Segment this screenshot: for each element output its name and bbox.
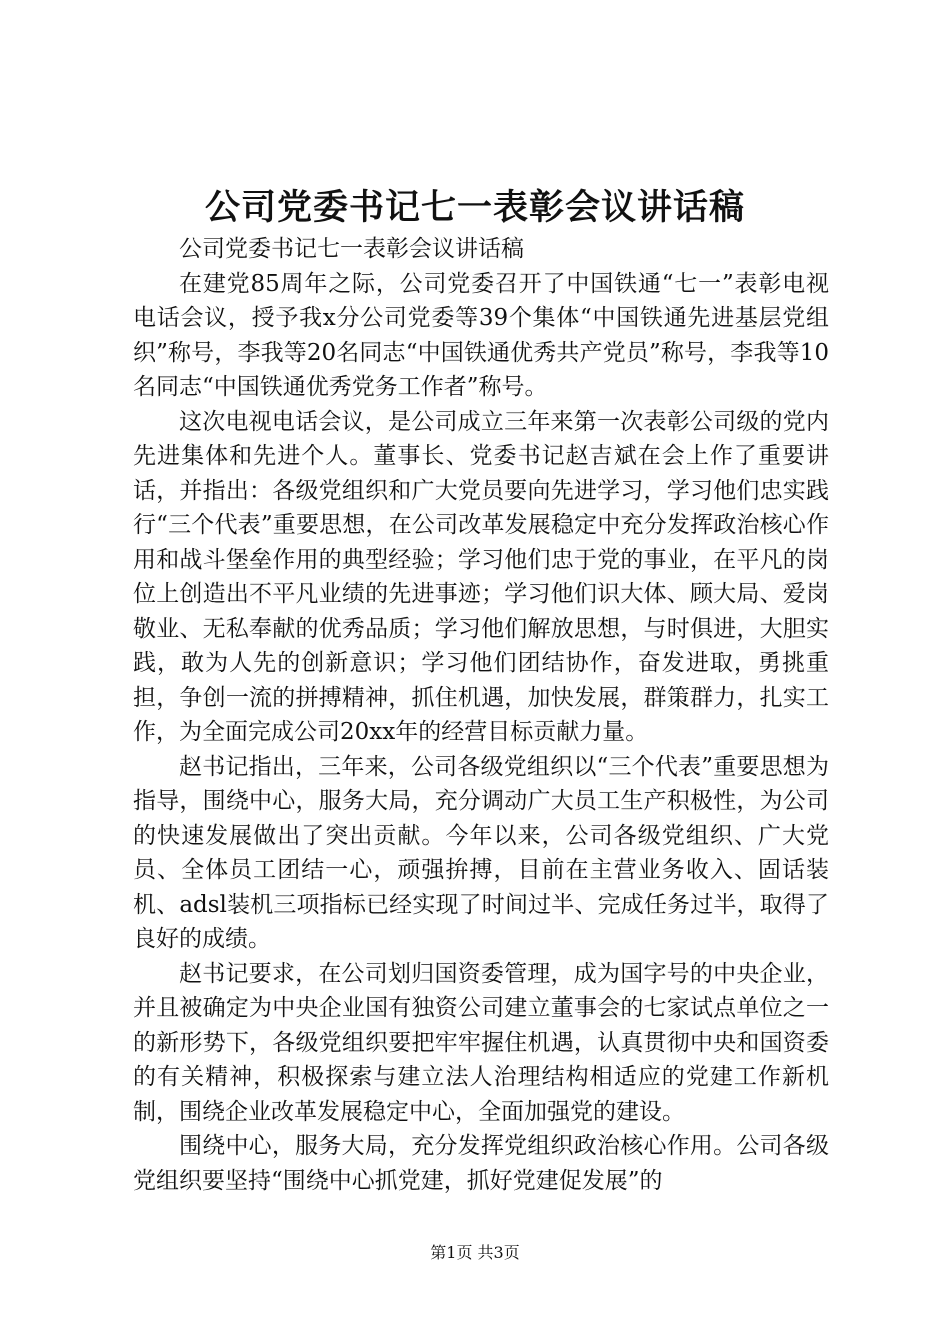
paragraph-2: 这次电视电话会议，是公司成立三年来第一次表彰公司级的党内先进集体和先进个人。董事长、党委书记赵吉斌在会上作了重要讲话，并指出：各级党组织和广大党员要向先进学习，学习他们忠实践行“三个代表”重要思想，在公司改革发展稳定中充分发挥政治核心作用和战斗堡垒作用的典型经验；学习他们忠于党的事业，在平凡的岗位上创造出不平凡业绩的先进事迹；学习他们识大体、顾大局、爱岗敬业、无私奉献的优秀品质；学习他们解放思想，与时俱进，大胆实践，敢为人先的创新意识；学习他们团结协作，奋发进取，勇挑重担，争创一流的拼搏精神，抓住机遇，加快发展，群策群力，扎实工作，为全面完成公司20xx年的经营目标贡献力量。	[133, 408, 829, 745]
paragraph-heading: 公司党委书记七一表彰会议讲话稿	[179, 236, 524, 262]
document-title: 公司党委书记七一表彰会议讲话稿	[204, 187, 745, 228]
document-body	[133, 232, 829, 1198]
paragraph-4: 赵书记要求，在公司划归国资委管理，成为国字号的中央企业，并且被确定为中央企业国有独资公司建立董事会的七家试点单位之一的新形势下，各级党组织要把牢牢握住机遇，认真贯彻中央和国资委的有关精神，积极探索与建立法人治理结构相适应的党建工作新机制，围绕企业改革发展稳定中心，全面加强党的建设。	[133, 960, 829, 1125]
paragraph-3: 赵书记指出，三年来，公司各级党组织以“三个代表”重要思想为指导，围绕中心，服务大局，充分调动广大员工生产积极性，为公司的快速发展做出了突出贡献。今年以来，公司各级党组织、广大党员、全体员工团结一心，顽强拚搏，目前在主营业务收入、固话装机、adsl装机三项指标已经实现了时间过半、完成任务过半，取得了良好的成绩。	[133, 753, 829, 952]
paragraph-5: 围绕中心，服务大局，充分发挥党组织政治核心作用。公司各级党组织要坚持“围绕中心抓党建，抓好党建促发展”的	[133, 1133, 829, 1194]
page-number: 第1页 共3页	[430, 1243, 520, 1262]
paragraph-1: 在建党85周年之际，公司党委召开了中国铁通“七一”表彰电视电话会议，授予我x分公司党委等39个集体“中国铁通先进基层党组织”称号，李我等20名同志“中国铁通优秀共产党员”称号，李我等10名同志“中国铁通优秀党务工作者”称号。	[133, 270, 829, 400]
